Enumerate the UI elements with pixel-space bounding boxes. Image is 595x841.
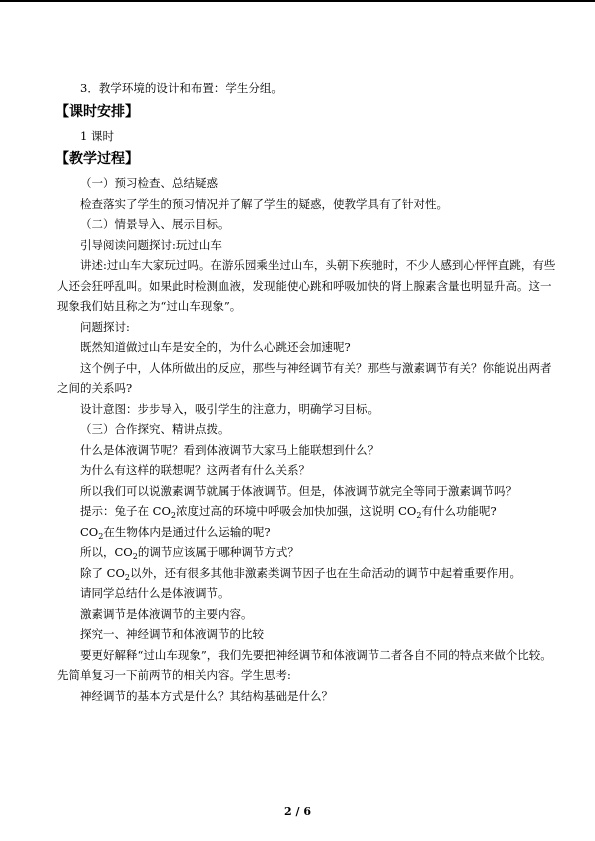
design-intent: 设计意图：步步导入，吸引学生的注意力，明确学习目标。 — [80, 401, 379, 416]
question-2: 这个例子中，人体所做出的反应，那些与神经调节有关？那些与激素调节有关？你能说出两者之间的关系吗? — [57, 360, 552, 395]
line-7 — [57, 563, 557, 584]
line-5-b: 在生物体内是通过什么运输的呢? — [103, 524, 271, 539]
subscript-2: 2 — [98, 531, 104, 541]
subscript-2: 2 — [124, 572, 130, 582]
question-1: 既然知道做过山车是安全的，为什么心跳还会加速呢? — [80, 340, 351, 354]
line-4-c: 有什么功能呢? — [421, 504, 497, 518]
line-2: 为什么有这样的联想呢？这两者有什么关系？ — [80, 463, 310, 477]
line-7-a: 除了 CO — [80, 565, 125, 580]
story-paragraph: 讲述:过山车大家玩过吗。在游乐园乘坐过山车，头朝下疾驰时，不少人感到心怦怦直跳，有些人还会狂呼乱叫。如果此时检测血液，发现能使心跳和呼吸加快的肾上腺素含量也明显升高。这一现象我们姑且称之为“过山车现象”。 — [57, 258, 556, 313]
line-6 — [57, 542, 557, 563]
line-6-b: 的调节应该属于哪种调节方式？ — [137, 545, 299, 559]
step1-text: 检查落实了学生的预习情况并了解了学生的疑惑，使教学具有了针对性。 — [80, 196, 448, 211]
step3-title: （三）合作探究、精讲点拨。 — [80, 422, 230, 436]
line-1: 什么是体液调节呢？看到体液调节大家马上能联想到什么？ — [80, 442, 379, 457]
question-label: 问题探讨: — [80, 319, 130, 334]
line-4 — [57, 501, 557, 522]
line-5-a: CO — [80, 524, 99, 539]
page-number: 2 / 6 — [284, 805, 311, 818]
section-title-process: 【教学过程】 — [55, 151, 139, 167]
line-6-a: 所以，CO — [80, 545, 133, 559]
subscript-2: 2 — [132, 552, 138, 561]
item-3: 3．教学环境的设计和布置：学生分组。 — [80, 81, 283, 95]
explore-paragraph: 要更好解释“过山车现象”，我们先要把神经调节和体液调节二者各自不同的特点来做个比较。先简单复习一下前两节的相关内容。学生思考: — [57, 647, 552, 682]
step2-title: （二）情景导入、展示目标。 — [80, 217, 230, 231]
line-7-b: 以外，还有很多其他非激素类调节因子也在生命活动的调节中起着重要作用。 — [129, 565, 521, 580]
intro-label: 引导阅读问题探讨:玩过山车 — [80, 237, 222, 252]
subscript-2: 2 — [416, 511, 422, 520]
line-3: 所以我们可以说激素调节就属于体液调节。但是，体液调节就完全等同于激素调节吗？ — [80, 483, 517, 498]
line-4-a: 提示：兔子在 CO — [80, 504, 171, 518]
step1-title: （一）预习检查、总结疑惑 — [80, 176, 218, 190]
line-9: 激素调节是体液调节的主要内容。 — [80, 606, 253, 621]
header-rule — [0, 0, 595, 2]
line-8: 请同学总结什么是体液调节。 — [80, 586, 230, 600]
line-4-b: 浓度过高的环境中呼吸会加快加强，这说明 CO — [175, 504, 417, 518]
line-10: 神经调节的基本方式是什么？其结构基础是什么？ — [80, 688, 333, 703]
section-title-schedule: 【课时安排】 — [55, 103, 139, 120]
explore-1-title: 探究一、神经调节和体液调节的比较 — [80, 627, 264, 641]
line-5 — [57, 522, 557, 543]
subscript-2: 2 — [170, 511, 176, 520]
schedule-text: 1 课时 — [80, 128, 114, 143]
document-body — [57, 78, 557, 706]
